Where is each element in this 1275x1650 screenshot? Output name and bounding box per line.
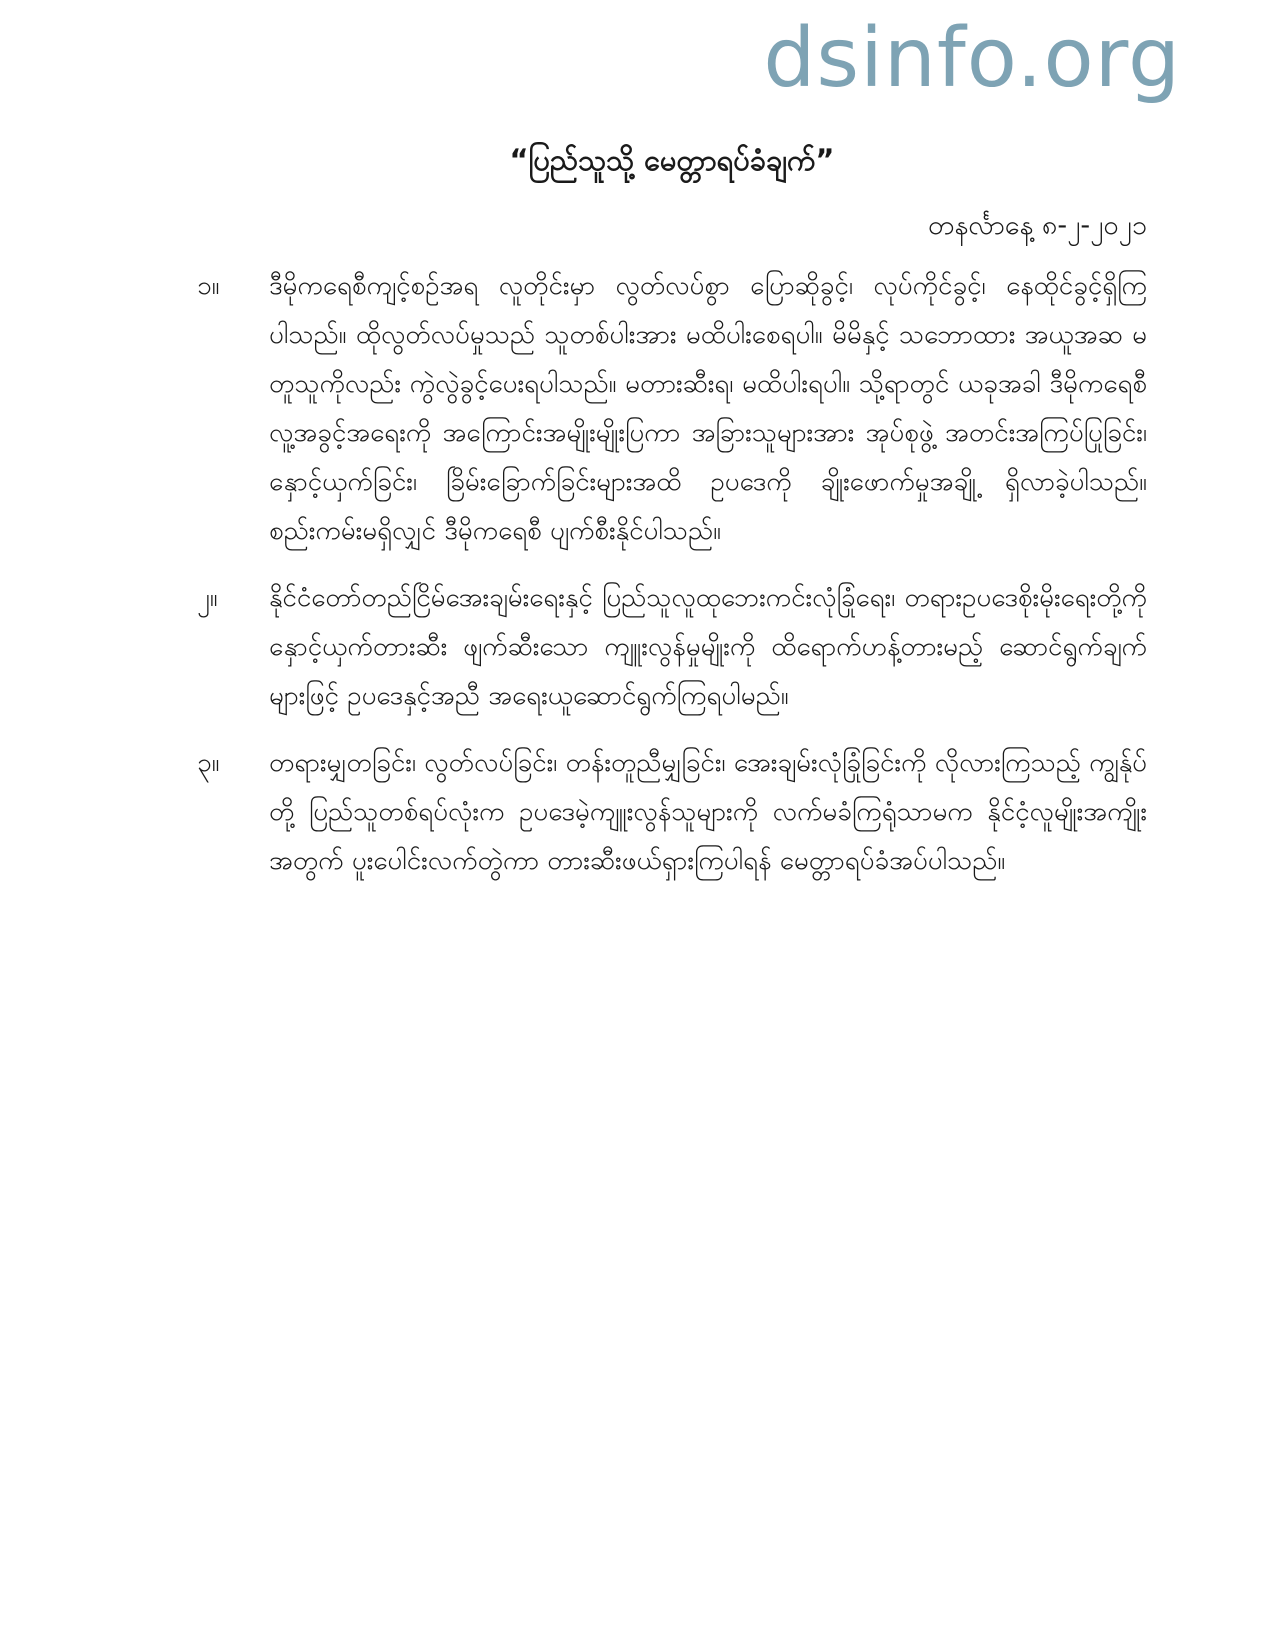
paragraph-text: တရားမျှတခြင်း၊ လွတ်လပ်ခြင်း၊ တန်းတူညီမျှခြင်း၊ အေးချမ်းလုံခြုံခြင်းကို လိုလားကြသည့် ကျွန်ုပ်တို့ ပြည်သူတစ်ရပ်လုံးက ဥပဒေမဲ့ကျူးလွန်သူများကို လက်မခံကြရုံသာမက နိုင်ငံ့လူမျိုးအကျိုးအတွက် ပူးပေါင်းလက်တွဲကာ တားဆီးဖယ်ရှားကြပါရန် မေတ္တာရပ်ခံအပ်ပါသည်။ (269, 748, 1147, 877)
paragraph-3 (197, 739, 1147, 886)
document-date: တနင်္လာနေ့ ၈-၂-၂၀၂၁ (928, 209, 1147, 241)
watermark-logo: dsinfo.org (763, 11, 1181, 106)
paragraph-text: ဒီမိုကရေစီကျင့်စဉ်အရ လူတိုင်းမှာ လွတ်လပ်စွာ ပြောဆိုခွင့်၊ လုပ်ကိုင်ခွင့်၊ နေထိုင်ခွင့်ရှိကြပါသည်။ ထိုလွတ်လပ်မှုသည် သူတစ်ပါးအား မထိပါးစေရပါ။ မိမိနှင့် သဘောထား အယူအဆ မတူသူကိုလည်း ကွဲလွဲခွင့်ပေးရပါသည်။ မတားဆီးရ၊ မထိပါးရပါ။ သို့ရာတွင် ယခုအခါ ဒီမိုကရေစီလူ့အခွင့်အရေးကို အကြောင်းအမျိုးမျိုးပြကာ အခြားသူများအား အုပ်စုဖွဲ့ အတင်းအကြပ်ပြုခြင်း၊ နှောင့်ယှက်ခြင်း၊ ခြိမ်းခြောက်ခြင်းများအထိ ဥပဒေကို ချိုးဖောက်မှုအချို့ ရှိလာခဲ့ပါသည်။ စည်းကမ်းမရှိလျှင် ဒီမိုကရေစီ ပျက်စီးနိုင်ပါသည်။ (269, 271, 1147, 547)
document-title: “ပြည်သူသို့ မေတ္တာရပ်ခံချက်” (509, 143, 835, 177)
paragraph-number: ၂။ (197, 583, 218, 614)
document-body (197, 140, 1147, 904)
paragraph-number: ၁။ (197, 271, 220, 302)
paragraph-number: ၃။ (197, 748, 220, 779)
paragraph-text: နိုင်ငံတော်တည်ငြိမ်အေးချမ်းရေးနှင့် ပြည်သူလူထုဘေးကင်းလုံခြုံရေး၊ တရားဥပဒေစိုးမိုးရေးတို့ကို နှောင့်ယှက်တားဆီး ဖျက်ဆီးသော ကျူးလွန်မှုမျိုးကို ထိရောက်ဟန့်တားမည့် ဆောင်ရွက်ချက်များဖြင့် ဥပဒေနှင့်အညီ အရေးယူဆောင်ရွက်ကြရပါမည်။ (269, 583, 1147, 712)
paragraph-2 (197, 574, 1147, 721)
paragraph-1 (197, 262, 1147, 556)
